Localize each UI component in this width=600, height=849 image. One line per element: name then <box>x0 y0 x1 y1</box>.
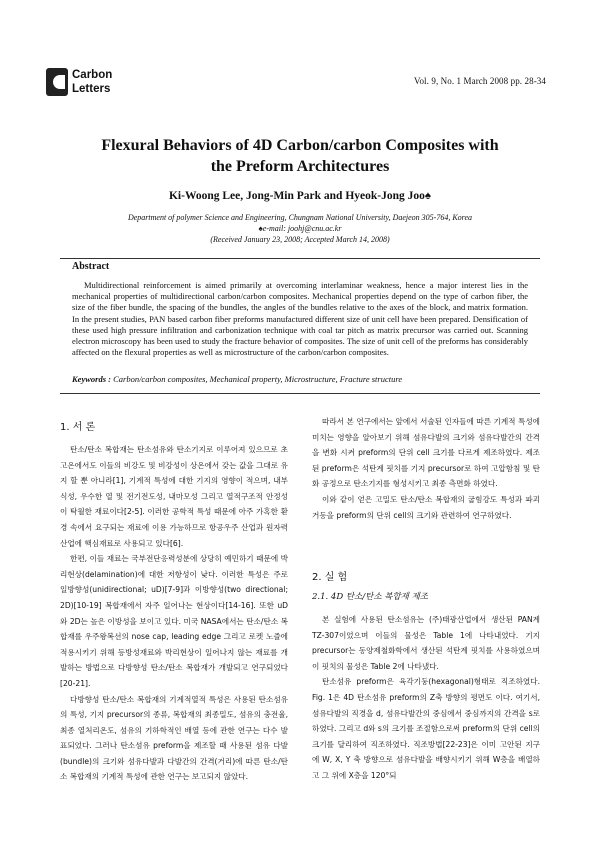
author-list: Ki-Woong Lee, Jong-Min Park and Hyeok-Jong Joo♠ <box>168 190 431 202</box>
abstract-text: Multidirectional reinforcement is aimed primarily at overcoming interlaminar weakness, hence a major interest lies in the mechanical properties of multidirectional carbon/carbon composites. Mechanical properties depend on the type of carbon fiber, the size of the fiber bundle, the spacing of the bundles, the angles of the bundles relative to the axes of the block, and matrix formation. In the present studies, PAN based carbon fiber preforms manufactured different size of unit cell have been prepared. Densification of these used high pressure infiltration and carbonization technique with coal tar pitch as matrix precursor was carried out. Scanning electron microscopy has been used to study the fracture behavior of composites. The size of unit cell of the preforms has considerably affected on the flexural properties as well as microstructure of the carbon/carbon composites. <box>72 280 528 358</box>
keywords-label: Keywords : <box>72 374 114 384</box>
logo-text-line1: Carbon <box>72 69 113 81</box>
received-dates: (Received January 23, 2008; Accepted March 14, 2008) <box>210 235 390 244</box>
keywords-list: Carbon/carbon composites, Mechanical property, Microstructure, Fracture structure <box>113 374 403 384</box>
journal-logo <box>46 66 126 100</box>
experimental-body <box>312 612 540 784</box>
carbon-letters-logo-icon <box>46 68 68 96</box>
intro-paragraph: 따라서 본 연구에서는 앞에서 서술된 인자들에 따른 기계적 특성에 미치는 영향을 알아보기 위해 섬유다발의 크기와 섬유다발간의 간격을 변화 시켜 preform의 단위 cell 크기를 다르게 제조하였다. 제조된 preform은 석탄계 핏치를 기지 precursor로 하여 고압함침 및 탄화 공정으로 탄소기지를 형성시키고 최종 측면화 하였다. <box>312 417 540 489</box>
right-column-intro-continued <box>312 414 540 523</box>
title-line-2: the Preform Architectures <box>210 158 390 175</box>
intro-paragraph: 이와 같이 얻은 고밀도 탄소/탄소 복합재의 굽힘강도 특성과 파괴거동을 preform의 단위 cell의 크기와 관련하여 연구하였다. <box>312 494 540 520</box>
subsection-heading-2-1: 2.1. 4D 탄소/탄소 복합재 제조 <box>312 592 429 602</box>
intro-paragraph: 탄소/탄소 복합재는 탄소섬유와 탄소기지로 이루어져 있으므로 초고온에서도 이들의 비강도 및 비강성이 상온에서 갖는 값을 그대로 유지 할 뿐 아니라[1], 기계적 특성에 대한 기지의 영향이 적으며, 내부식성, 우수한 열 및 전기전도성, 내마모성 그리고 열적구조적 안정성이 탁월한 재료이다[2-5]. 이러한 공학적 특성 때문에 아주 가혹한 환경 속에서 요구되는 재료에 이용 가능하므로 항공우주 산업과 원자력산업에 핵심재료로 사용되고 있다[6]. <box>60 445 288 548</box>
paper-title <box>60 135 540 177</box>
intro-paragraph: 한편, 이들 재료는 국부전단응력성분에 상당히 예민하기 때문에 박리현상(delamination)에 대한 저항성이 낮다. 이러한 특성은 주로 일방향성(unidirectional; uD)[7-9]과 이방향성(two directional; 2D)[10-19] 복합재에서 자주 일어나는 현상이다[14-16]. 또한 uD와 2D는 높은 이방성을 보이고 있다. 미국 NASA에서는 탄소/탄소 복합재를 우주왕복선의 nose cap, leading edge 그리고 로켓 노즐에 적용시키기 위해 등방성재료와 박리현상이 일어나지 않는 재료를 개발하는 방법으로 다방향성 탄소/탄소 복합재가 개발되고 연구되었다[20-21]. <box>60 554 288 688</box>
experimental-paragraph: 탄소섬유 preform은 육각기둥(hexagonal)형태로 직조하였다. Fig. 1은 4D 탄소섬유 preform의 Z축 방향의 평면도 이다. 여기서, 섬유다발의 직경을 d, 섬유다발간의 중심에서 중심까지의 간격을 s로 하였다. 그리고 d와 s의 크기를 조절함으로써 preform의 단위 cell의 크기를 달리하여 직조하였다. 직조방법[22-23]은 이미 고안된 지구에 W, X, Y 축 방향으로 섬유다발을 배향시키기 위해 W층을 배열하고 그 위에 X층을 120°되 <box>312 677 540 780</box>
logo-text-line2: Letters <box>72 83 111 95</box>
journal-citation: Vol. 9, No. 1 March 2008 pp. 28-34 <box>414 76 546 86</box>
section-heading-experimental: 2. 실 험 <box>312 572 348 583</box>
corresponding-email: ♠e-mail: joohj@cnu.ac.kr <box>258 224 342 233</box>
keywords <box>72 374 528 384</box>
left-column-body <box>60 442 288 785</box>
abstract-heading: Abstract <box>72 261 110 272</box>
affiliation: Department of polymer Science and Engineering, Chungnam National University, Daejeon 305-764, Korea <box>127 213 473 222</box>
experimental-paragraph: 본 실험에 사용된 탄소섬유는 (주)태광산업에서 생산된 PAN계 TZ-307이었으며 이들의 물성은 Table 1에 나타내었다. 기지 precursor는 동양제철화학에서 생산된 석탄계 핏치를 사용하였으며 이 핏치의 물성은 Table 2에 나타냈다. <box>312 615 540 671</box>
intro-paragraph: 다방향성 탄소/탄소 복합재의 기계적열적 특성은 사용된 탄소섬유의 특성, 기지 precursor의 종류, 복합재의 최종밀도, 섬유의 충전율, 최종 열처리온도, 섬유의 기하학적인 배열 등에 관한 연구는 다수 발표되었다. 그러나 탄소섬유 preform을 제조할 때 사용된 섬유 다발(bundle)의 크기와 섬유다발과 다발간의 간격(거리)에 따른 탄소/탄소 복합재의 기계적 특성에 관한 연구는 보고되지 않았다. <box>60 694 288 782</box>
title-line-1: Flexural Behaviors of 4D Carbon/carbon Composites with <box>101 137 499 154</box>
section-heading-introduction: 1. 서 론 <box>60 422 96 433</box>
